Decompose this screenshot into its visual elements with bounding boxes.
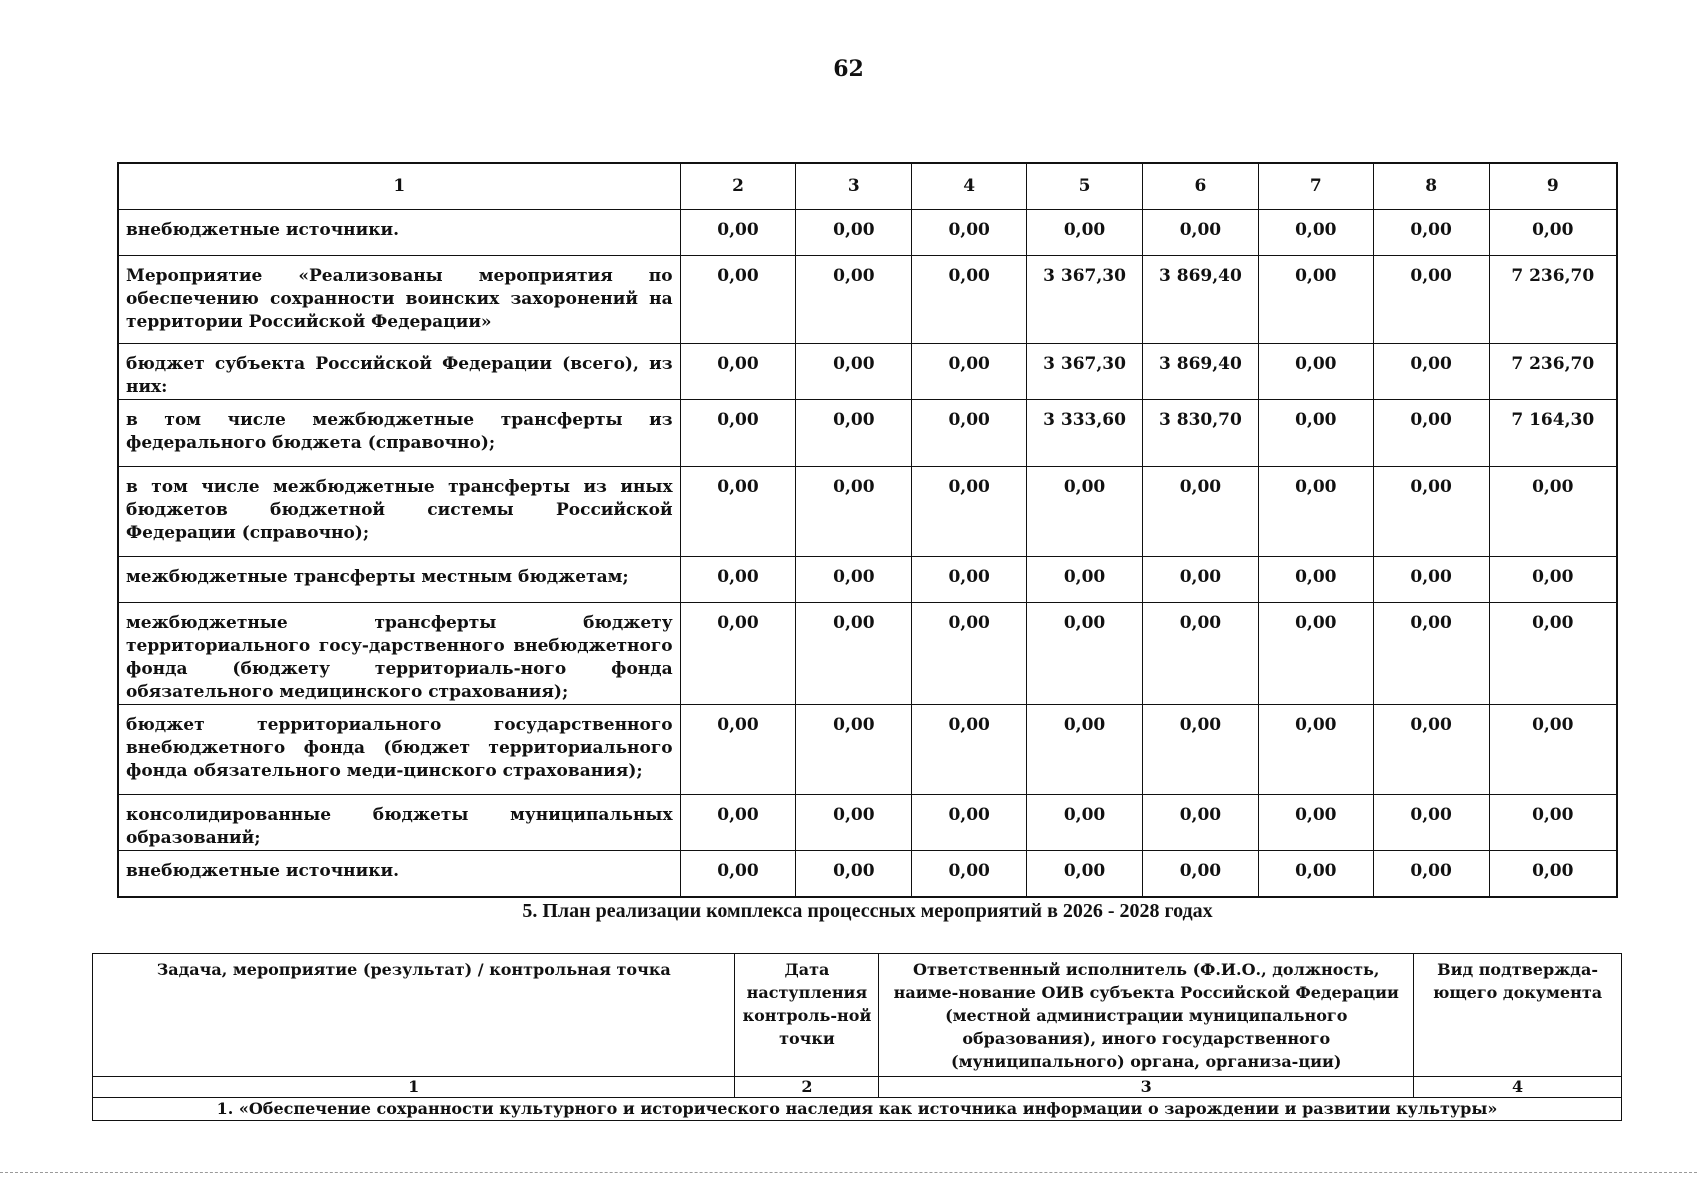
row-value: 0,00	[1373, 705, 1489, 795]
plan-header-document: Вид подтвержда-ющего документа	[1414, 954, 1622, 1077]
row-value: 0,00	[1027, 603, 1143, 705]
row-value: 0,00	[680, 557, 796, 603]
row-value: 0,00	[1258, 344, 1373, 400]
row-value: 0,00	[1373, 795, 1489, 851]
column-number: 2	[680, 163, 796, 210]
row-value: 0,00	[680, 603, 796, 705]
row-value: 7 164,30	[1489, 400, 1617, 467]
finance-row	[118, 256, 1617, 344]
row-value: 3 869,40	[1142, 344, 1258, 400]
row-value: 0,00	[1373, 256, 1489, 344]
row-value: 7 236,70	[1489, 256, 1617, 344]
row-value: 0,00	[796, 210, 912, 256]
column-number: 6	[1142, 163, 1258, 210]
row-value: 0,00	[1027, 210, 1143, 256]
row-value: 0,00	[912, 400, 1027, 467]
column-number: 8	[1373, 163, 1489, 210]
row-label: межбюджетные трансферты бюджету территориального госу-дарственного внебюджетного фонда (бюджету территориаль-ного фонда обязательного медицинского страхования);	[118, 603, 680, 705]
row-value: 0,00	[680, 256, 796, 344]
row-value: 0,00	[1489, 467, 1617, 557]
row-value: 0,00	[1258, 705, 1373, 795]
row-value: 3 367,30	[1027, 256, 1143, 344]
column-number: 7	[1258, 163, 1373, 210]
row-value: 0,00	[1027, 795, 1143, 851]
row-label: в том числе межбюджетные трансферты из федерального бюджета (справочно);	[118, 400, 680, 467]
row-value: 0,00	[1142, 851, 1258, 898]
plan-column-numbers-row	[93, 1077, 1622, 1098]
row-value: 0,00	[912, 795, 1027, 851]
row-value: 0,00	[912, 344, 1027, 400]
plan-header-task: Задача, мероприятие (результат) / контрольная точка	[93, 954, 735, 1077]
row-value: 0,00	[680, 467, 796, 557]
row-value: 0,00	[912, 705, 1027, 795]
row-value: 0,00	[796, 467, 912, 557]
section-title: 5. План реализации комплекса процессных мероприятий в 2026 - 2028 годах	[522, 900, 1213, 922]
row-value: 7 236,70	[1489, 344, 1617, 400]
column-number: 9	[1489, 163, 1617, 210]
plan-header-responsible: Ответственный исполнитель (Ф.И.О., должность, наиме-нование ОИВ субъекта Российской Федерации (местной администрации муниципального образования), иного государственного (муниципального) органа, организа-ции)	[879, 954, 1414, 1077]
column-number: 1	[93, 1077, 735, 1098]
row-label: межбюджетные трансферты местным бюджетам;	[118, 557, 680, 603]
column-number: 4	[1414, 1077, 1622, 1098]
row-value: 0,00	[796, 344, 912, 400]
row-value: 0,00	[680, 344, 796, 400]
column-number: 5	[1027, 163, 1143, 210]
row-label: бюджет субъекта Российской Федерации (всего), из них:	[118, 344, 680, 400]
row-label: бюджет территориального государственного внебюджетного фонда (бюджет территориального фонда обязательного меди-цинского страхования);	[118, 705, 680, 795]
row-label: внебюджетные источники.	[118, 210, 680, 256]
row-value: 0,00	[1373, 344, 1489, 400]
row-value: 0,00	[680, 705, 796, 795]
finance-table	[117, 162, 1618, 898]
row-value: 0,00	[796, 256, 912, 344]
row-value: 0,00	[912, 467, 1027, 557]
row-value: 0,00	[1489, 795, 1617, 851]
finance-row	[118, 344, 1617, 400]
row-value: 0,00	[912, 557, 1027, 603]
row-value: 0,00	[1258, 557, 1373, 603]
row-value: 0,00	[912, 210, 1027, 256]
plan-task-row	[93, 1098, 1622, 1121]
row-value: 0,00	[1373, 603, 1489, 705]
row-value: 0,00	[1258, 603, 1373, 705]
row-value: 3 830,70	[1142, 400, 1258, 467]
row-value: 0,00	[1142, 210, 1258, 256]
row-value: 0,00	[1373, 851, 1489, 898]
row-label: внебюджетные источники.	[118, 851, 680, 898]
row-value: 0,00	[796, 795, 912, 851]
finance-row	[118, 467, 1617, 557]
row-value: 0,00	[912, 603, 1027, 705]
row-label: в том числе межбюджетные трансферты из иных бюджетов бюджетной системы Российской Федерации (справочно);	[118, 467, 680, 557]
row-value: 0,00	[1142, 467, 1258, 557]
finance-row	[118, 795, 1617, 851]
finance-row	[118, 210, 1617, 256]
row-value: 0,00	[1142, 795, 1258, 851]
row-value: 0,00	[1373, 210, 1489, 256]
row-value: 3 869,40	[1142, 256, 1258, 344]
row-value: 0,00	[680, 210, 796, 256]
row-value: 0,00	[796, 400, 912, 467]
column-number: 3	[879, 1077, 1414, 1098]
row-value: 0,00	[680, 795, 796, 851]
row-value: 0,00	[796, 603, 912, 705]
finance-row	[118, 603, 1617, 705]
row-value: 0,00	[1373, 467, 1489, 557]
row-value: 0,00	[680, 400, 796, 467]
row-value: 0,00	[1258, 256, 1373, 344]
row-value: 0,00	[1489, 851, 1617, 898]
row-label: Мероприятие «Реализованы мероприятия по обеспечению сохранности воинских захоронений на территории Российской Федерации»	[118, 256, 680, 344]
finance-header-row	[118, 163, 1617, 210]
row-value: 0,00	[796, 557, 912, 603]
finance-row	[118, 851, 1617, 898]
row-value: 0,00	[1027, 705, 1143, 795]
column-number: 4	[912, 163, 1027, 210]
row-value: 0,00	[1489, 557, 1617, 603]
row-label: консолидированные бюджеты муниципальных образований;	[118, 795, 680, 851]
row-value: 0,00	[796, 851, 912, 898]
row-value: 0,00	[1373, 557, 1489, 603]
finance-row	[118, 400, 1617, 467]
finance-row	[118, 557, 1617, 603]
row-value: 0,00	[680, 851, 796, 898]
row-value: 0,00	[1489, 603, 1617, 705]
row-value: 3 367,30	[1027, 344, 1143, 400]
row-value: 0,00	[1142, 603, 1258, 705]
column-number: 3	[796, 163, 912, 210]
row-value: 0,00	[1489, 705, 1617, 795]
row-value: 0,00	[912, 256, 1027, 344]
scan-edge-line	[0, 1172, 1697, 1173]
row-value: 0,00	[1027, 851, 1143, 898]
row-value: 0,00	[1258, 467, 1373, 557]
row-value: 0,00	[1142, 705, 1258, 795]
row-value: 0,00	[1142, 557, 1258, 603]
row-value: 0,00	[1258, 400, 1373, 467]
row-value: 0,00	[1027, 557, 1143, 603]
column-number: 2	[735, 1077, 879, 1098]
row-value: 3 333,60	[1027, 400, 1143, 467]
page-number: 62	[833, 56, 864, 82]
row-value: 0,00	[1027, 467, 1143, 557]
plan-task-title: 1. «Обеспечение сохранности культурного и исторического наследия как источника информации о зарождении и развитии культуры»	[93, 1098, 1622, 1121]
row-value: 0,00	[1258, 851, 1373, 898]
plan-header-row	[93, 954, 1622, 1077]
row-value: 0,00	[1258, 210, 1373, 256]
row-value: 0,00	[912, 851, 1027, 898]
column-number: 1	[118, 163, 680, 210]
row-value: 0,00	[1373, 400, 1489, 467]
plan-table	[92, 953, 1622, 1121]
finance-row	[118, 705, 1617, 795]
plan-header-date: Дата наступления контроль-ной точки	[735, 954, 879, 1077]
row-value: 0,00	[1489, 210, 1617, 256]
row-value: 0,00	[796, 705, 912, 795]
row-value: 0,00	[1258, 795, 1373, 851]
